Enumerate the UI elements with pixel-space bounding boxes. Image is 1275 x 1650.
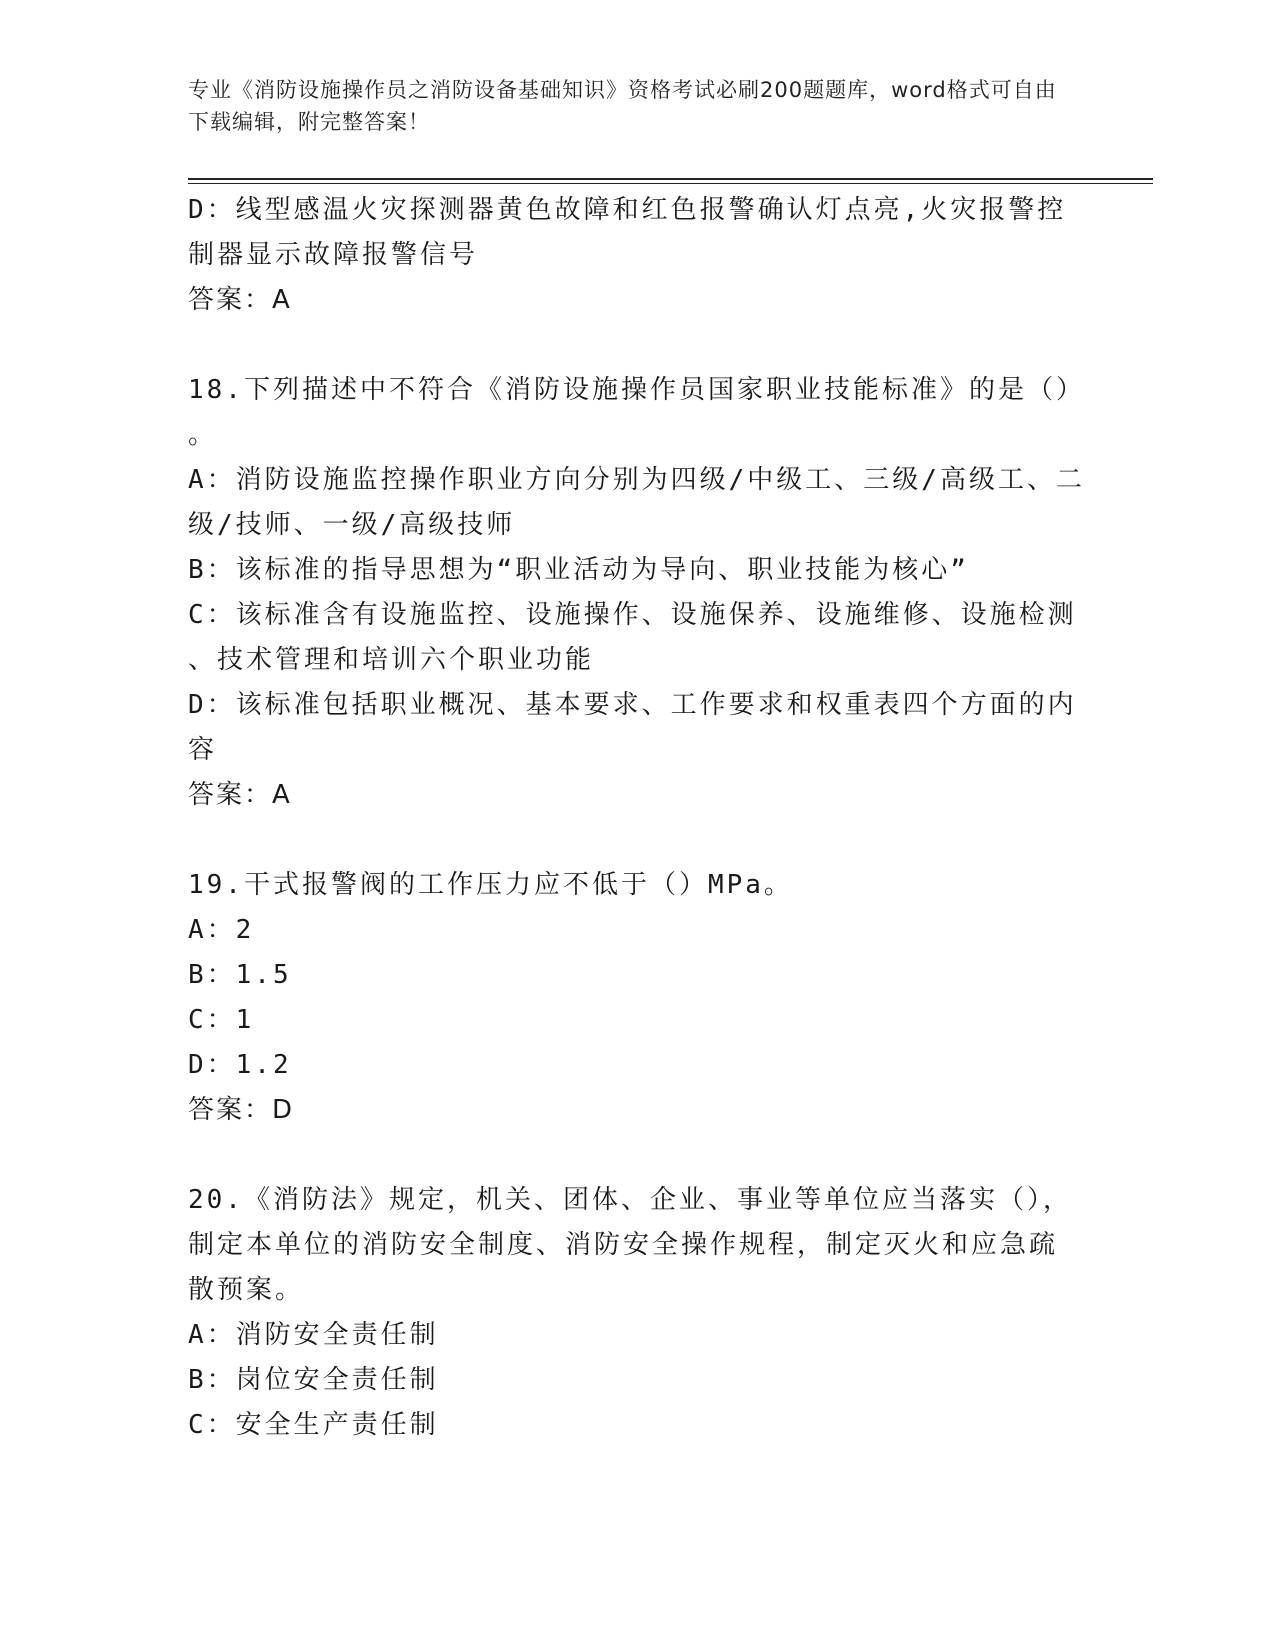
answer-line: 答案：D	[188, 1095, 295, 1125]
question-17-tail	[188, 188, 1088, 323]
option-d: D：1.2	[188, 1050, 292, 1080]
spacer	[188, 818, 1088, 863]
option-b: B：该标准的指导思想为“职业活动为导向、职业技能为核心”	[188, 555, 969, 585]
document-header: 专业《消防设施操作员之消防设备基础知识》资格考试必刷200题题库，word格式可自由下载编辑，附完整答案！	[188, 78, 1057, 134]
option-d: D：该标准包括职业概况、基本要求、工作要求和权重表四个方面的内	[188, 690, 1077, 720]
question-20	[188, 1178, 1088, 1448]
question-18	[188, 368, 1088, 818]
option-c: 、技术管理和培训六个职业功能	[188, 645, 595, 675]
option-a: A：2	[188, 915, 255, 945]
question-19	[188, 863, 1088, 1133]
option-d-line: 制器显示故障报警信号	[188, 240, 479, 270]
option-a: A：消防安全责任制	[188, 1320, 439, 1350]
spacer	[188, 323, 1088, 368]
option-b: B：1.5	[188, 960, 292, 990]
option-d: 容	[188, 735, 218, 765]
question-stem: 。	[188, 420, 218, 450]
question-stem: 18.下列描述中不符合《消防设施操作员国家职业技能标准》的是（）	[188, 375, 1085, 405]
question-stem: 20.《消防法》规定，机关、团体、企业、事业等单位应当落实（），	[188, 1185, 1072, 1215]
option-c: C：1	[188, 1005, 255, 1035]
question-stem: 散预案。	[188, 1275, 305, 1305]
option-d-line: D：线型感温火灾探测器黄色故障和红色报警确认灯点亮,火灾报警控	[188, 195, 1067, 225]
header-divider-thick	[188, 178, 1153, 180]
question-stem: 制定本单位的消防安全制度、消防安全操作规程，制定灭火和应急疏	[188, 1230, 1059, 1260]
option-a: A：消防设施监控操作职业方向分别为四级/中级工、三级/高级工、二	[188, 465, 1085, 495]
option-b: B：岗位安全责任制	[188, 1365, 439, 1395]
option-a: 级/技师、一级/高级技师	[188, 510, 516, 540]
spacer	[188, 1133, 1088, 1178]
answer-line: 答案：A	[188, 285, 292, 315]
header-divider-thin	[188, 183, 1153, 184]
answer-line: 答案：A	[188, 780, 292, 810]
question-stem: 19.干式报警阀的工作压力应不低于（）MPa。	[188, 870, 793, 900]
option-c: C：安全生产责任制	[188, 1410, 439, 1440]
option-c: C：该标准含有设施监控、设施操作、设施保养、设施维修、设施检测	[188, 600, 1077, 630]
question-content	[188, 188, 1088, 1448]
